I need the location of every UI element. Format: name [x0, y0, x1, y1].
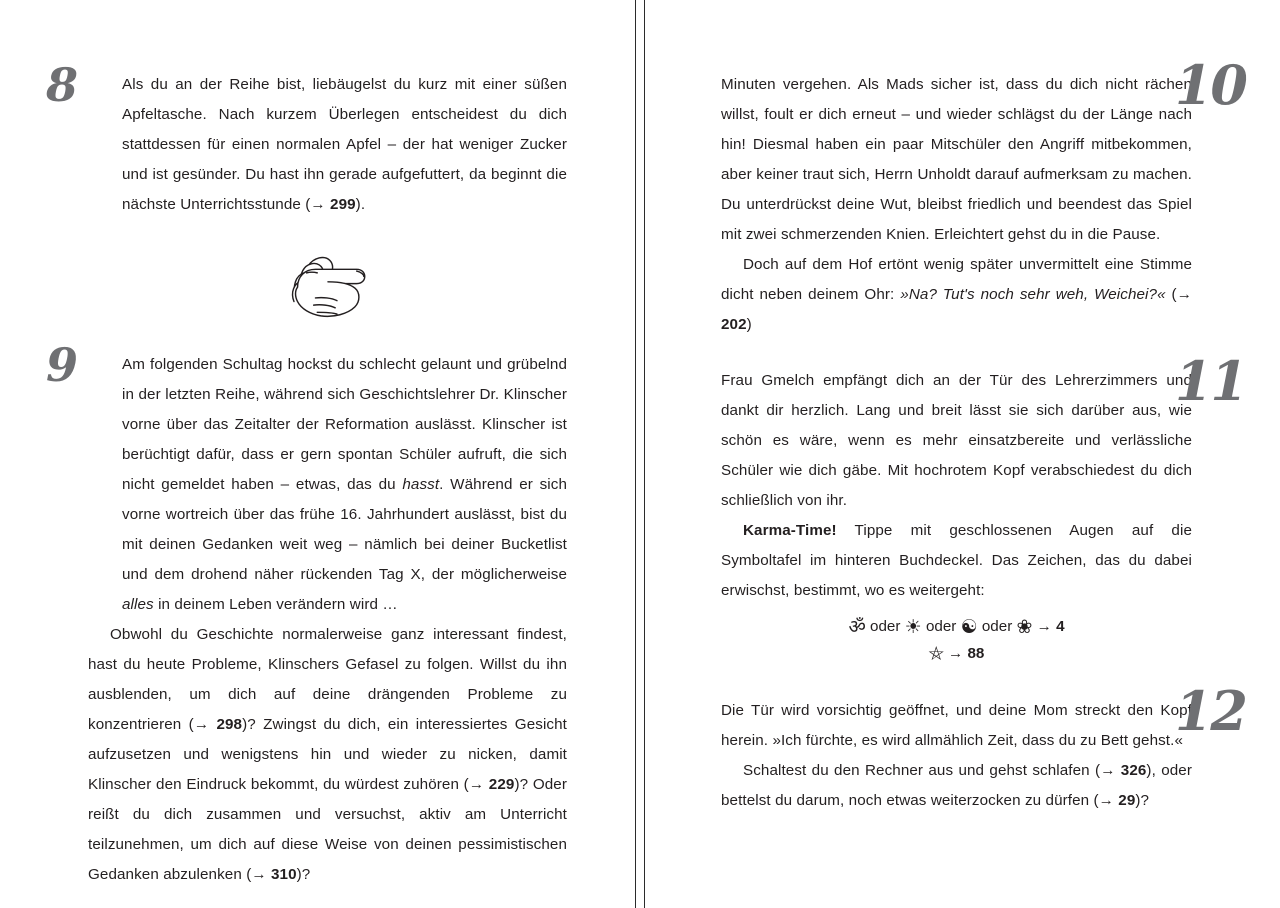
- section-12-paragraph-1: Die Tür wird vorsichtig geöffnet, und deine Mom streckt den Kopf herein. »Ich fürchte, es wird allmählich Zeit, dass du zu Bett gehst.«: [720, 702, 1192, 749]
- sun-icon: ☀: [904, 617, 922, 638]
- page-gutter-rule: [635, 0, 645, 908]
- lotus-icon: ❀: [1016, 617, 1033, 638]
- section-10-paragraph-1: Minuten vergehen. Als Mads sicher ist, dass du dich nicht rächen willst, foult er dich erneut – und wieder schlägst du der Länge nach hin! Diesmal haben ein paar Mitschüler den Angriff mitbekommen, aber keiner traut sich, Herrn Unholdt darauf aufmerksam zu machen. Du unterdrückst deine Wut, bleibst friedlich und beendest das Spiel mit zwei schmerzenden Knien. Erleichtert gehst du in die Pause.: [720, 76, 1192, 243]
- pointing-hand-icon: [274, 246, 382, 332]
- karma-time-label: Karma-Time!: [742, 522, 837, 539]
- om-icon: ॐ: [848, 617, 866, 638]
- section-8-paragraph-1: Als du an der Reihe bist, liebäugelst du kurz mit einer süßen Apfeltasche. Nach kurzem Überlegen entscheidest du dich stattdessen für einen normalen Apfel – der hat weniger Zucker und ist gesünder. Du hast ihn gerade aufgefuttert, da beginnt die nächste Unterrichtsstunde (→ 299).: [122, 76, 567, 213]
- left-column: [46, 58, 568, 890]
- pentagram-icon: ⛤: [928, 644, 944, 665]
- section-9-paragraph-1: Am folgenden Schultag hockst du schlecht gelaunt und grübelnd in der letzten Reihe, während sich Geschichtslehrer Dr. Klinscher vorne über das Zeitalter der Reformation auslässt. Klinscher ist berüchtigt dafür, dass er gern spontan Schüler aufruft, die sich nicht gemeldet haben – etwas, das du hasst. Während er sich vorne wortreich über das frühe 16. Jahrhundert auslässt, bist du mit deinen Gedanken weit weg – nämlich bei deiner Bucketlist und dem drohend näher rückenden Tag X, der möglicherweise alles in deinem Leben verändern wird …: [122, 356, 568, 613]
- symbol-separator: oder: [925, 618, 957, 635]
- symbol-target-4: → 4: [1036, 618, 1065, 635]
- section-10: [720, 53, 1246, 340]
- section-number-11: 11: [1174, 349, 1246, 413]
- section-number-12: 12: [1174, 679, 1246, 743]
- symbol-row-2: [721, 639, 1192, 670]
- section-11: [720, 349, 1246, 670]
- symbol-separator: oder: [870, 618, 901, 635]
- section-12: [720, 679, 1246, 816]
- section-10-paragraph-2: Doch auf dem Hof ertönt wenig später unvermittelt eine Stimme dicht neben deinem Ohr: »Na? Tut's noch sehr weh, Weichei?« (→ 202): [720, 256, 1192, 333]
- right-column: [720, 53, 1246, 816]
- section-number-10: 10: [1174, 53, 1246, 117]
- section-11-paragraph-1: Frau Gmelch empfängt dich an der Tür des Lehrerzimmers und dankt dir herzlich. Lang und breit lässt sie sich darüber aus, wie schön es wäre, wenn es mehr einsatzbereite und verlässliche Schüler wie dich gäbe. Mit hochrotem Kopf verabschiedest du dich schließlich von ihr.: [720, 372, 1192, 509]
- right-page: [645, 0, 1280, 908]
- section-12-paragraph-2: Schaltest du den Rechner aus und gehst schlafen (→ 326), oder bettelst du darum, noch etwas weiterzocken zu dürfen (→ 29)?: [720, 762, 1192, 809]
- section-number-9: 9: [46, 338, 79, 392]
- section-9-paragraph-2: Obwohl du Geschichte normalerweise ganz interessant findest, hast du heute Probleme, Klinschers Gefasel zu folgen. Willst du ihn ausblenden, um dich auf deine drängenden Probleme zu konzentrieren (→ 298)? Zwingst du dich, ein interessiertes Gesicht aufzusetzen und wenigstens hin und wieder zu nicken, damit Klinscher den Eindruck bekommt, du würdest zuhören (→ 229)? Oder reißt du dich zusammen und versuchst, aktiv am Unterricht teilzunehmen, um dich auf diese Weise von deinen pessimistischen Gedanken abzulenken (→ 310)?: [88, 626, 567, 883]
- symbol-separator: oder: [981, 618, 1013, 635]
- section-number-8: 8: [46, 58, 79, 112]
- yin-yang-icon: ☯: [960, 617, 978, 638]
- section-11-paragraph-2: Karma-Time! Tippe mit geschlossenen Augen auf die Symboltafel im hinteren Buchdeckel. Das Zeichen, das du dabei erwischst, bestimmt, wo es weitergeht:: [720, 522, 1192, 599]
- section-9: [46, 338, 568, 890]
- section-8: [46, 58, 567, 220]
- left-page: [0, 0, 635, 908]
- symbol-target-88: → 88: [948, 645, 985, 662]
